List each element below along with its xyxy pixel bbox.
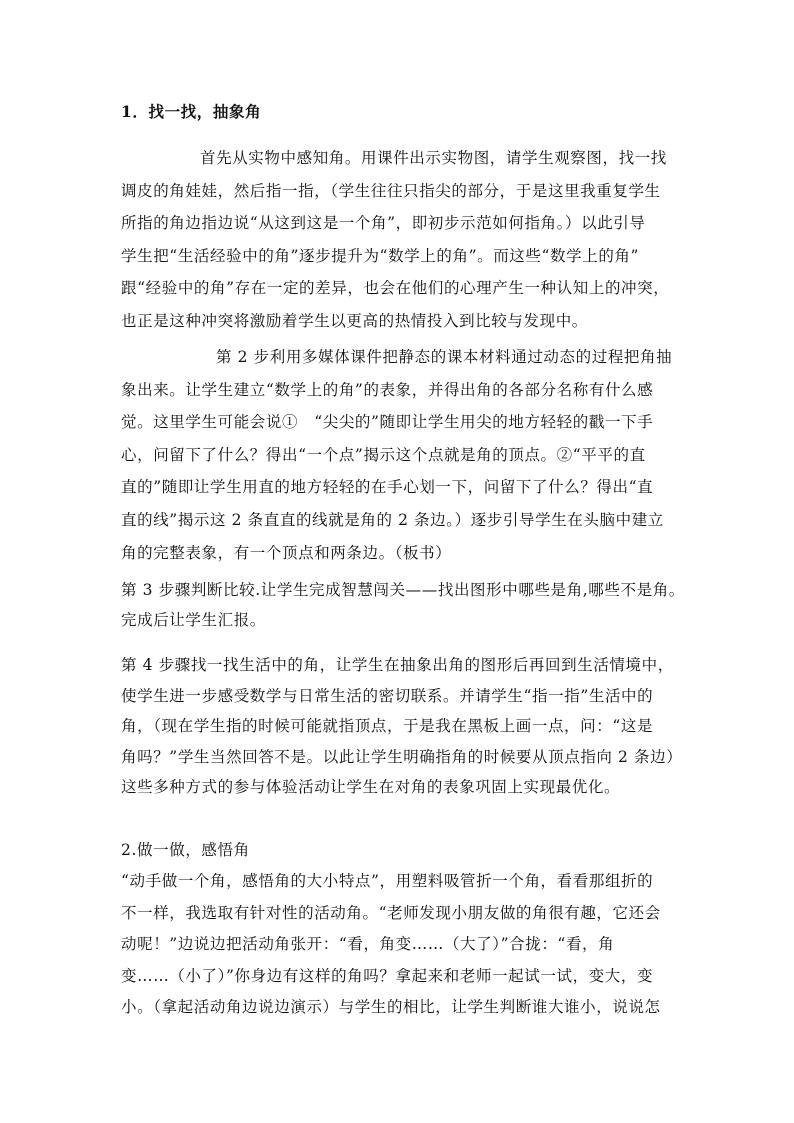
- paragraph-line: 角，（现在学生指的时候可能就指顶点，于是我在黑板上画一点，问：“这是: [121, 717, 654, 735]
- paragraph-line: 也正是这种冲突将激励着学生以更高的热情投入到比较与发现中。: [121, 311, 588, 330]
- section-heading-1: 1．找一找，抽象角: [121, 102, 262, 121]
- paragraph-line: 完成后让学生汇报。: [121, 611, 266, 629]
- paragraph-line: 这些多种方式的参与体验活动让学生在对角的表象巩固上实现最优化。: [121, 778, 621, 796]
- paragraph-line: 直的”随即让学生用直的地方轻轻的在手心划一下，问留下了什么？得出“直: [121, 478, 654, 497]
- paragraph-line: 跟“经验中的角”存在一定的差异，也会在他们的心理产生一种认知上的冲突，: [121, 279, 670, 298]
- paragraph-1: [121, 142, 669, 338]
- paragraph-2: [121, 341, 672, 569]
- paragraph-line: 动呢！”边说边把活动角张开：“看，角变……（大了）”合拢：“看，角: [121, 935, 615, 953]
- paragraph-line: 第 3 步骤判断比较.让学生完成智慧闯关——找出图形中哪些是角,哪些不是角。: [121, 581, 685, 599]
- paragraph-6: [121, 866, 661, 1024]
- paragraph-line: 变……（小了）”你身边有这样的角吗？拿起来和老师一起试一试，变大，变: [121, 966, 654, 985]
- paragraph-line: 直的线”揭示这 2 条直直的线就是角的 2 条边。）逐步引导学生在头脑中建立: [121, 510, 664, 529]
- paragraph-line: “动手做一个角，感悟角的大小特点”，用塑料吸管折一个角，看看那组折的: [121, 872, 654, 890]
- paragraph-line: 第 2 步利用多媒体课件把静态的课本材料通过动态的过程把角抽: [216, 348, 673, 366]
- paragraph-line: 首先从实物中感知角。用课件出示实物图，请学生观察图，找一找: [200, 149, 667, 167]
- paragraph-line: 使学生进一步感受数学与日常生活的密切联系。并请学生“指一指”生活中的: [121, 686, 654, 705]
- paragraph-line: 角吗？”学生当然回答不是。以此让学生明确指角的时候要从顶点指向 2 条边）: [121, 747, 683, 766]
- paragraph-line: 象出来。让学生建立“数学上的角”的表象，并得出角的各部分名称有什么感: [121, 380, 654, 399]
- paragraph-line: 觉。这里学生可能会说① “尖尖的”随即让学生用尖的地方轻轻的戳一下手: [121, 413, 654, 432]
- paragraph-line: 学生把“生活经验中的角”逐步提升为“数学上的角”。而这些“数学上的角”: [121, 246, 640, 265]
- paragraph-line: 所指的角边指边说“从这到这是一个角”，即初步示范如何指角。）以此引导: [121, 214, 646, 233]
- paragraph-4: [121, 650, 682, 803]
- paragraph-line: 不一样，我选取有针对性的活动角。“老师发现小朋友做的角很有趣，它还会: [121, 903, 661, 922]
- section-heading-2: 2.做一做，感悟角: [121, 841, 250, 859]
- paragraph-line: 第 4 步骤找一找生活中的角，让学生在抽象出角的图形后再回到生活情境中，: [121, 656, 674, 674]
- paragraph-line: 心，问留下了什么？得出“一个点”揭示这个点就是角的顶点。②“平平的直: [121, 445, 646, 464]
- paragraph-line: 小。（拿起活动角边说边演示）与学生的相比，让学生判断谁大谁小，说说怎: [121, 998, 661, 1016]
- paragraph-line: 角的完整表象，有一个顶点和两条边。（板书）: [121, 543, 452, 562]
- paragraph-3: [121, 575, 685, 635]
- paragraph-line: 调皮的角娃娃，然后指一指，（学生往往只指尖的部分，于是这里我重复学生: [121, 181, 661, 200]
